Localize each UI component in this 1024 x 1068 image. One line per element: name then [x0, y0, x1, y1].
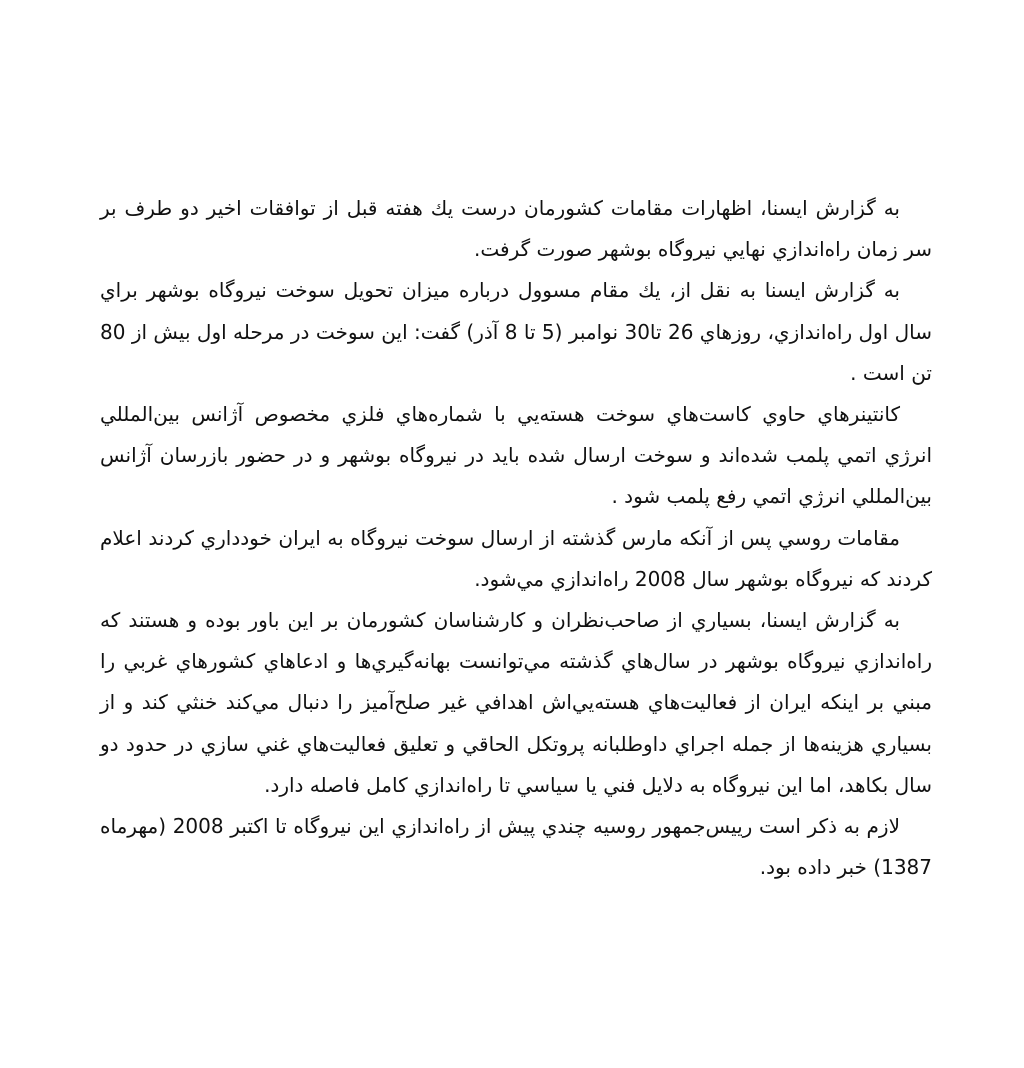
paragraph-4: مقامات روسي پس از آنكه مارس گذشته از ارسال سوخت نيروگاه به ايران خودداري كردند اعلام كردند كه نيروگاه بوشهر سال 2008 راه‌اندازي مي‌شود. [100, 525, 932, 591]
paragraph-1: به گزارش ايسنا، اظهارات مقامات كشورمان درست يك هفته قبل از توافقات اخير دو طرف بر سر زمان راه‌اندازي نهايي نيروگاه بوشهر صورت گرفت. [100, 196, 932, 262]
paragraph-2: به گزارش ايسنا به نقل از، يك مقام مسوول درباره ميزان تحويل سوخت نيروگاه بوشهر براي سال اول راه‌اندازي، روزهاي 26 تا30 نوامبر (5 تا 8 آذر) گفت: اين سوخت در مرحله اول بيش از 80 تن است . [100, 278, 932, 385]
paragraph-6: لازم به ذكر است رييس‌جمهور روسيه چندي پيش از راه‌اندازي اين نيروگاه تا اكتبر 2008 (مهرماه 1387) خبر داده بود. [100, 814, 932, 880]
paragraph-3: كانتينرهاي حاوي كاست‌هاي سوخت هسته‌يي با شماره‌هاي فلزي مخصوص آژانس بين‌المللي انرژي اتمي پلمب شده‌اند و سوخت ارسال شده بايد در نيروگاه بوشهر و در حضور بازرسان آژانس بين‌المللي انرژي اتمي رفع پلمب شود . [100, 402, 932, 509]
paragraph-5: به گزارش ايسنا، بسياري از صاحب‌نظران و كارشناسان كشورمان بر اين باور بوده و هستند كه راه‌اندازي نيروگاه بوشهر در سال‌هاي گذشته مي‌توانست بهانه‌گيري‌ها و ادعاهاي كشورهاي غربي را مبني بر اينكه ايران از فعاليت‌هاي هسته‌يي‌اش اهدافي غير صلح‌آميز را دنبال مي‌كند خنثي كند و از بسياري هزينه‌ها از جمله اجراي داوطلبانه پروتكل الحاقي و تعليق فعاليت‌هاي غني سازي در حدود دو سال بكاهد، اما اين نيروگاه به دلايل فني يا سياسي تا راه‌اندازي كامل فاصله دارد. [100, 608, 932, 797]
article-body [100, 188, 932, 888]
